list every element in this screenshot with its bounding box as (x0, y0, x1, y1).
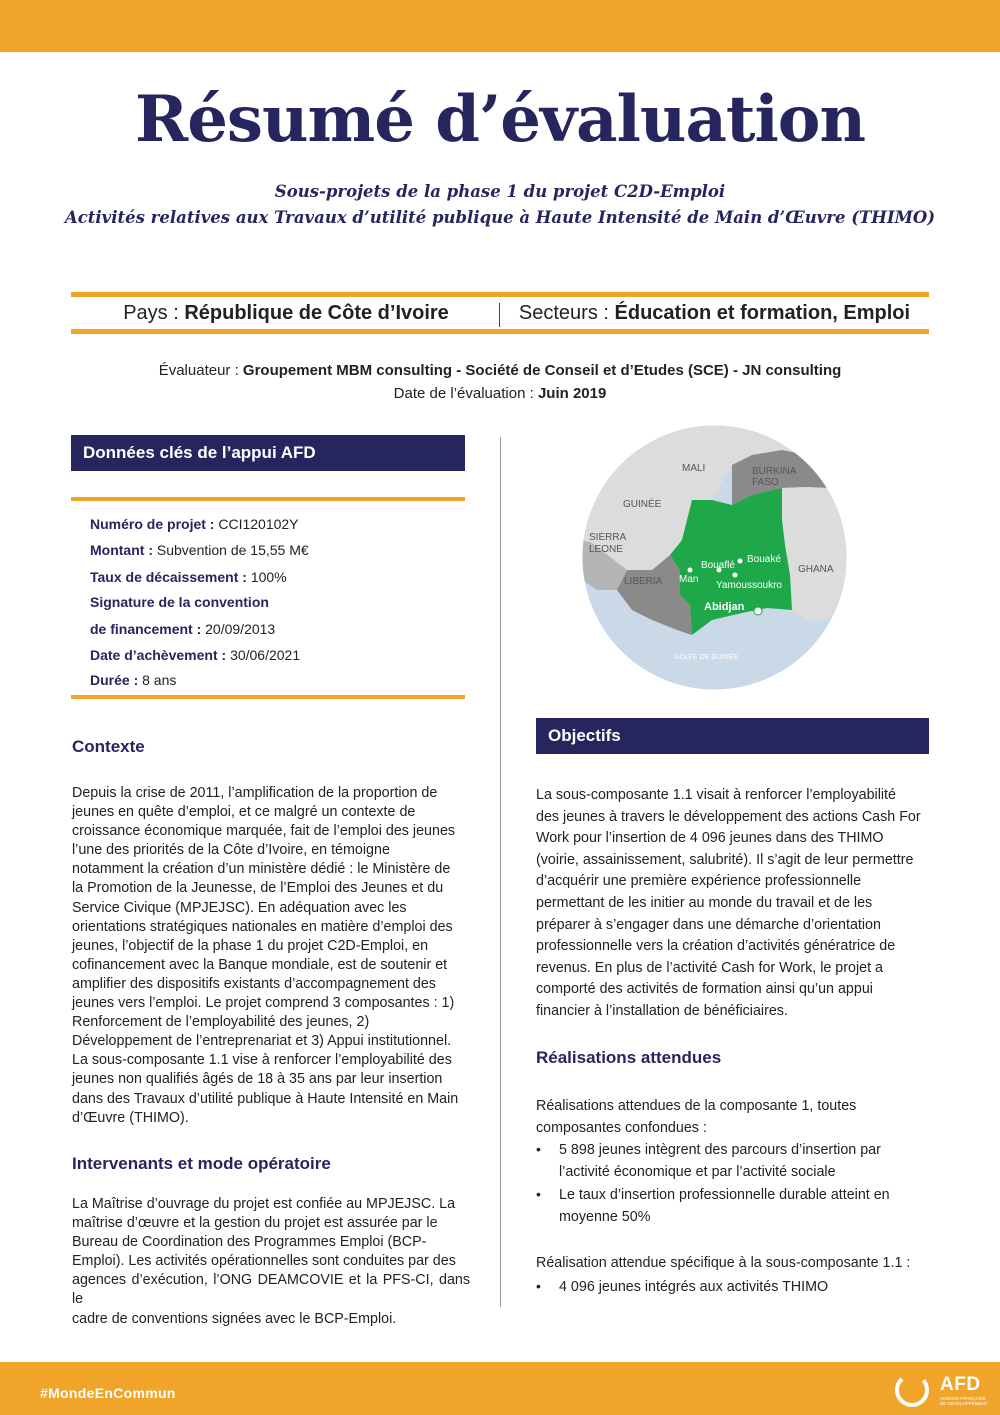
key-data-value: CCI120102Y (218, 516, 299, 532)
map-label-faso: FASO (752, 477, 779, 488)
context-paragraph (72, 784, 470, 1128)
context-line: Service Civique (MPJEJSC). En adéquation avec les (72, 899, 407, 916)
key-data-label: Date d’achèvement : (90, 647, 231, 663)
context-line: Depuis la crise de 2011, l’amplification de la proportion de (72, 785, 438, 801)
evaluator-value: Groupement MBM consulting - Société de Conseil et d’Etudes (SCE) - JN consulting (242, 362, 842, 379)
context-line: croissance économique marquée, fait de l’emploi des jeunes (72, 823, 456, 840)
cote-divoire-map (582, 425, 847, 690)
evaluation-date-value: Juin 2019 (537, 385, 607, 402)
column-separator (500, 437, 501, 1307)
map-label-mali: MALI (682, 463, 706, 474)
objectives-line: revenus. En plus de l’activité Cash for Work, le projet a (536, 959, 883, 976)
evaluation-date-label: Date de l’évaluation : (393, 385, 538, 402)
band-top-line (71, 292, 929, 297)
bullet-marker: • (536, 1278, 541, 1294)
map-label-leone: LEONE (589, 544, 623, 555)
key-data-item-signature (90, 594, 269, 610)
key-data-item-amount (90, 542, 309, 558)
key-data-value: 20/09/2013 (205, 621, 276, 637)
country-label: Pays : (123, 302, 185, 324)
evaluator-line (0, 362, 1000, 379)
specific-result-item: 4 096 jeunes intégrés aux activités THIMO (559, 1279, 829, 1295)
bullet-marker: • (536, 1186, 541, 1202)
sectors-label: Secteurs : (518, 302, 615, 324)
band-bottom-line (71, 329, 929, 334)
context-line: jeunes en quête d’emploi, et ce malgré un contexte de (72, 804, 416, 821)
expected-results-intro-line: Réalisations attendues de la composante 1, toutes (536, 1098, 857, 1114)
key-data-value: 100% (250, 569, 287, 585)
expected-result-item (559, 1185, 929, 1228)
evaluation-date-line (0, 385, 1000, 402)
footer-hashtag: #MondeEnCommun (40, 1385, 176, 1401)
map-city-dot-yamoussoukro (733, 573, 738, 578)
key-data-item-completion (90, 647, 300, 663)
sectors-field (500, 302, 929, 325)
stakeholders-line: Bureau de Coordination des Programmes Emploi (BCP- (72, 1234, 427, 1251)
key-data-top-rule (71, 497, 465, 501)
context-line: jeunes, l’objectif de la phase 1 du projet C2D-Emploi, en (72, 937, 429, 954)
objectives-line: professionnelle vers la création d’activités génératrice de (536, 938, 896, 955)
map-label-burkina: BURKINA (752, 466, 797, 477)
expected-result-line: l’activité économique et par l’activité sociale (559, 1163, 836, 1180)
specific-result-intro: Réalisation attendue spécifique à la sous-composante 1.1 : (536, 1255, 911, 1271)
context-line: jeunes vers l’emploi. Le projet comprend 3 composantes : 1) (72, 995, 455, 1012)
key-data-value: 30/06/2021 (230, 647, 301, 663)
context-line: d’Œuvre (THIMO). (72, 1109, 189, 1126)
key-data-label: Signature de la convention (90, 594, 269, 610)
country-value: République de Côte d’Ivoire (184, 302, 449, 324)
evaluator-label: Évaluateur : (158, 362, 243, 379)
context-line: orientations stratégiques nationales en matière d’emploi des (72, 918, 453, 935)
map-label-bouake: Bouaké (747, 554, 781, 565)
key-data-bottom-rule (71, 695, 465, 699)
map-label-bouafle: Bouaflé (701, 560, 735, 571)
key-data-item-duration (90, 672, 176, 688)
map-label-ghana: GHANA (798, 564, 834, 575)
context-line: l’une des priorités de la Côte d’Ivoire, en témoigne (72, 842, 390, 859)
stakeholders-line: maîtrise d’œuvre et la gestion du projet est assurée par le (72, 1215, 438, 1232)
context-line: La sous-composante 1.1 vise à renforcer l’employabilité des (72, 1052, 452, 1069)
objectives-line: des jeunes à travers le développement des actions Cash For (536, 808, 921, 825)
map-label-gulf: GOLFE DE GUINÉE (674, 654, 739, 661)
sectors-value: Éducation et formation, Emploi (614, 302, 911, 324)
bullet-marker: • (536, 1141, 541, 1157)
subtitle-line-1: Sous-projets de la phase 1 du projet C2D-Emploi (274, 182, 726, 201)
map-label-abidjan: Abidjan (704, 601, 745, 613)
stakeholders-line: La Maîtrise d’ouvrage du projet est confiée au MPJEJSC. La (72, 1196, 456, 1212)
map-label-sierra: SIERRA (589, 532, 627, 543)
key-data-heading: Données clés de l’appui AFD (71, 435, 465, 471)
key-data-value: 8 ans (142, 672, 177, 688)
context-line: cofinancement avec la Banque mondiale, est de soutenir et (72, 956, 448, 973)
stakeholders-line: cadre de conventions signées avec le BCP-Emploi. (72, 1310, 397, 1327)
context-line: Renforcement de l’employabilité des jeunes, 2) (72, 1014, 370, 1031)
context-line: dans des Travaux d’utilité publique à Haute Intensité en Main (72, 1090, 459, 1107)
objectives-paragraph (536, 785, 929, 1023)
context-line: Développement de l’entreprenariat et 3) Appui institutionnel. (72, 1033, 452, 1050)
map-label-liberia: LIBERIA (624, 576, 663, 587)
expected-results-heading: Réalisations attendues (536, 1048, 722, 1067)
expected-result-line: 5 898 jeunes intègrent des parcours d’insertion par (559, 1142, 881, 1158)
context-line: notamment la création d’un ministère dédié : le Ministère de (72, 861, 451, 878)
map-label-yamoussoukro: Yamoussoukro (716, 580, 782, 591)
key-data-item-disbursement (90, 569, 287, 585)
key-data-value: Subvention de 15,55 M€ (156, 542, 309, 558)
afd-logo-subtitle: AGENCE FRANÇAISE DE DÉVELOPPEMENT (940, 1396, 988, 1406)
objectives-line: préparer à s’engager dans une démarche d’orientation (536, 916, 881, 933)
objectives-line: La sous-composante 1.1 visait à renforcer l’employabilité (536, 787, 896, 803)
map-city-dot-bouake (738, 559, 743, 564)
country-field (71, 302, 501, 325)
map-ghana (782, 487, 847, 620)
expected-results-intro-line: composantes confondues : (536, 1119, 707, 1136)
expected-result-line: moyenne 50% (559, 1208, 651, 1225)
map-label-man: Man (679, 574, 699, 585)
map-label-guinea: GUINÉE (623, 499, 662, 510)
subtitle-line-2: Activités relatives aux Travaux d’utilité publique à Haute Intensité de Main d’Œuvre (THIMO) (64, 208, 936, 227)
top-accent-bar (0, 0, 1000, 52)
key-data-label: Montant : (90, 542, 157, 558)
objectives-line: comporté des activités de formation ainsi qu’un appui (536, 981, 873, 998)
objectives-line: (voirie, assainissement, salubrité). Il s’agit de leur permettre (536, 851, 914, 868)
expected-result-line: Le taux d’insertion professionnelle durable atteint en (559, 1187, 890, 1203)
context-heading: Contexte (72, 737, 145, 756)
objectives-line: d’acquérir une première expérience professionnelle (536, 873, 862, 890)
objectives-line: Work pour l’insertion de 4 096 jeunes dans des THIMO (536, 830, 884, 847)
context-line: amplifier des dispositifs existants d’accompagnement des (72, 975, 436, 992)
expected-results-intro (536, 1096, 929, 1139)
map-city-dot-man (688, 568, 693, 573)
stakeholders-heading: Intervenants et mode opératoire (72, 1154, 331, 1173)
key-data-item-project-number (90, 516, 299, 532)
stakeholders-paragraph (72, 1195, 470, 1329)
context-line: la Promotion de la Jeunesse, de l’Emploi des Jeunes et du (72, 880, 444, 897)
key-data-label: Numéro de projet : (90, 516, 219, 532)
expected-result-item (559, 1140, 929, 1183)
page-title: Résumé d’évaluation (135, 82, 865, 157)
stakeholders-line: agences d’exécution, l’ONG DEAMCOVIE et la PFS-CI, dans le (72, 1272, 470, 1308)
key-data-item-financing (90, 621, 275, 637)
objectives-line: financier à l’installation de bénéficiaires. (536, 1002, 788, 1019)
objectives-heading: Objectifs (536, 718, 929, 754)
afd-logo-text: AFD (940, 1374, 981, 1395)
key-data-label: Taux de décaissement : (90, 569, 251, 585)
map-city-dot-abidjan (754, 607, 762, 615)
stakeholders-line: Emploi). Les activités opérationnelles sont conduites par des (72, 1253, 456, 1270)
key-data-label: de financement : (90, 621, 206, 637)
objectives-line: permettant de les initier au monde du travail et de les (536, 894, 873, 911)
context-line: jeunes non qualifiés âgés de 18 à 35 ans par leur insertion (72, 1071, 443, 1088)
key-data-label: Durée : (90, 672, 143, 688)
